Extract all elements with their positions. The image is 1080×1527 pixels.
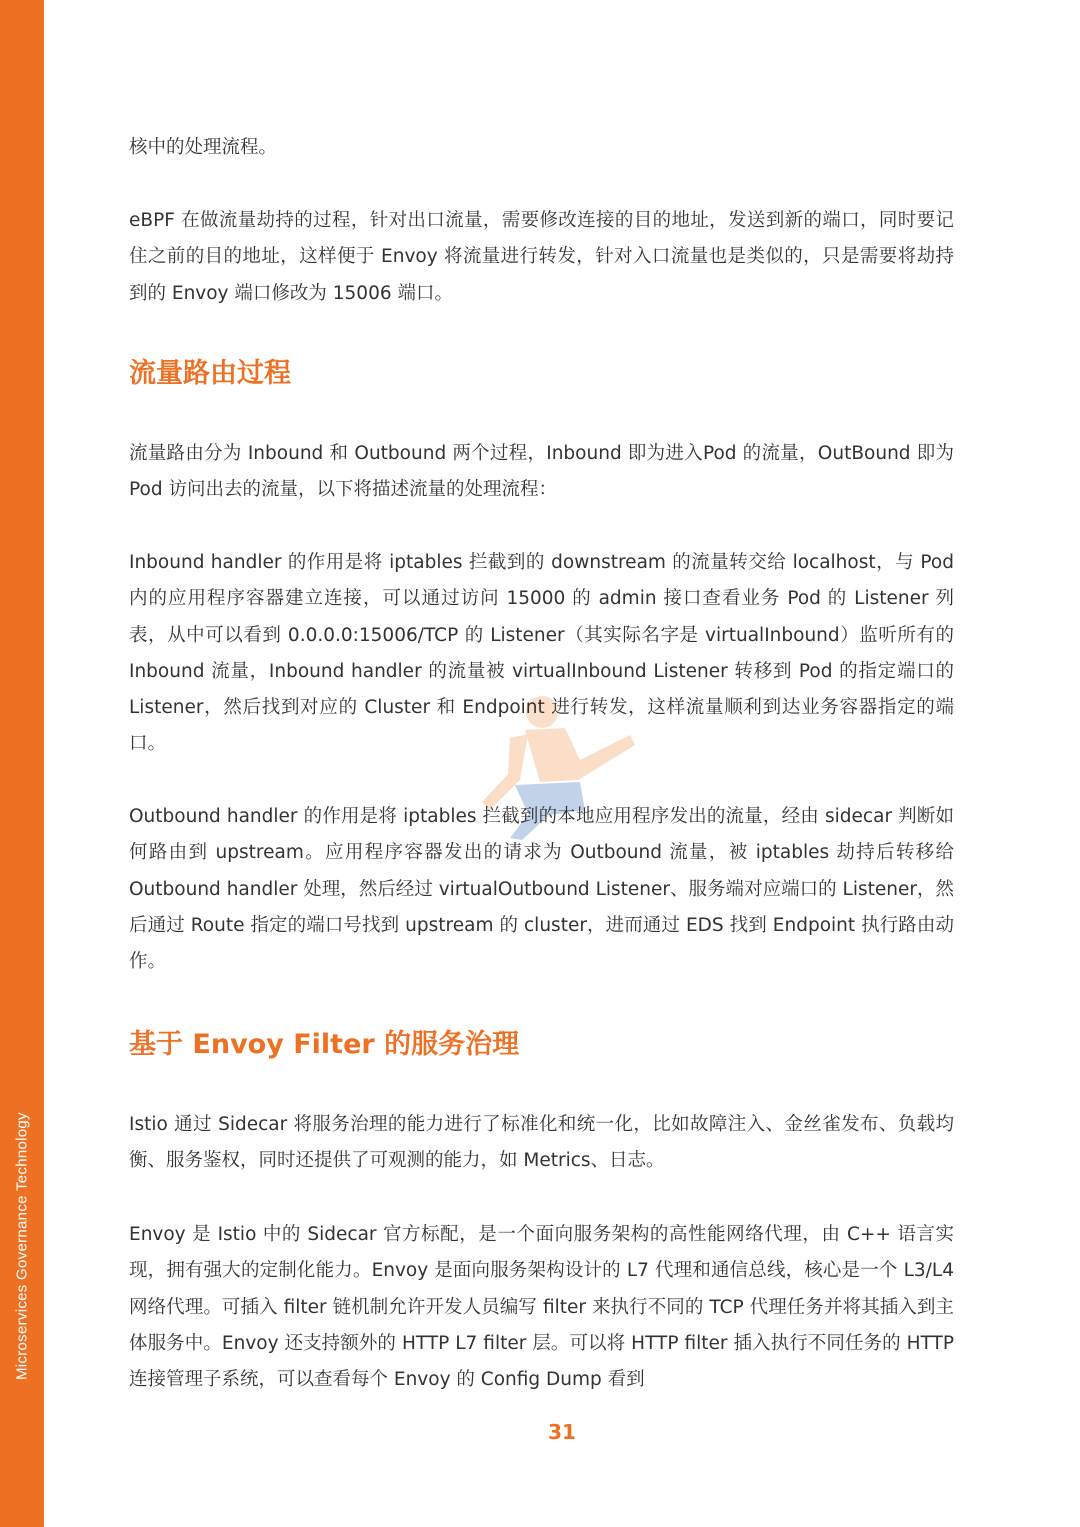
paragraph-2: eBPF 在做流量劫持的过程，针对出口流量，需要修改连接的目的地址，发送到新的端口，同时要记住之前的目的地址，这样便于 Envoy 将流量进行转发，针对入口流量也是类似的，只是需要将劫持到的 Envoy 端口修改为 15006 端口。	[129, 210, 954, 304]
page-number: 31	[548, 1420, 576, 1444]
paragraph-7: Envoy 是 Istio 中的 Sidecar 官方标配，是一个面向服务架构的高性能网络代理，由 C++ 语言实现，拥有强大的定制化能力。Envoy 是面向服务架构设计的 L7 代理和通信总线，核心是一个 L3/L4 网络代理。可插入 filter 链机制允许开发人员编写 filter 来执行不同的 TCP 代理任务并将其插入到主体服务中。Envoy 还支持额外的 HTTP L7 filter 层。可以将 HTTP filter 插入执行不同任务的 HTTP 连接管理子系统，可以查看每个 Envoy 的 Config Dump 看到	[129, 1224, 954, 1391]
paragraph-4: Inbound handler 的作用是将 iptables 拦截到的 downstream 的流量转交给 localhost，与 Pod 内的应用程序容器建立连接，可以通过访问 15000 的 admin 接口查看业务 Pod 的 Listener 列表，从中可以看到 0.0.0.0:15006/TCP 的 Listener（其实际名字是 virtualInbound）监听所有的 Inbound 流量，Inbound handler 的流量被 virtualInbound Listener 转移到 Pod 的指定端口的 Listener，然后找到对应的 Cluster 和 Endpoint 进行转发，这样流量顺利到达业务容器指定的端口。	[129, 552, 954, 755]
side-title: Microservices Governance Technology	[13, 1112, 31, 1380]
paragraph-6: Istio 通过 Sidecar 将服务治理的能力进行了标准化和统一化，比如故障注入、金丝雀发布、负载均衡、服务鉴权，同时还提供了可观测的能力，如 Metrics、日志。	[129, 1114, 954, 1172]
section-heading-traffic-routing: 流量路由过程	[129, 358, 291, 389]
paragraph-3: 流量路由分为 Inbound 和 Outbound 两个过程，Inbound 即为进入Pod 的流量，OutBound 即为 Pod 访问出去的流量，以下将描述流量的处理流程：	[129, 443, 954, 501]
paragraph-5: Outbound handler 的作用是将 iptables 拦截到的本地应用程序发出的流量，经由 sidecar 判断如何路由到 upstream。应用程序容器发出的请求为 Outbound 流量，被 iptables 劫持后转移给 Outbound handler 处理，然后经过 virtualOutbound Listener、服务端对应端口的 Listener，然后通过 Route 指定的端口号找到 upstream 的 cluster，进而通过 EDS 找到 Endpoint 执行路由动作。	[129, 806, 954, 973]
paragraph-1: 核中的处理流程。	[129, 137, 278, 158]
section-heading-envoy-filter: 基于 Envoy Filter 的服务治理	[129, 1029, 520, 1060]
